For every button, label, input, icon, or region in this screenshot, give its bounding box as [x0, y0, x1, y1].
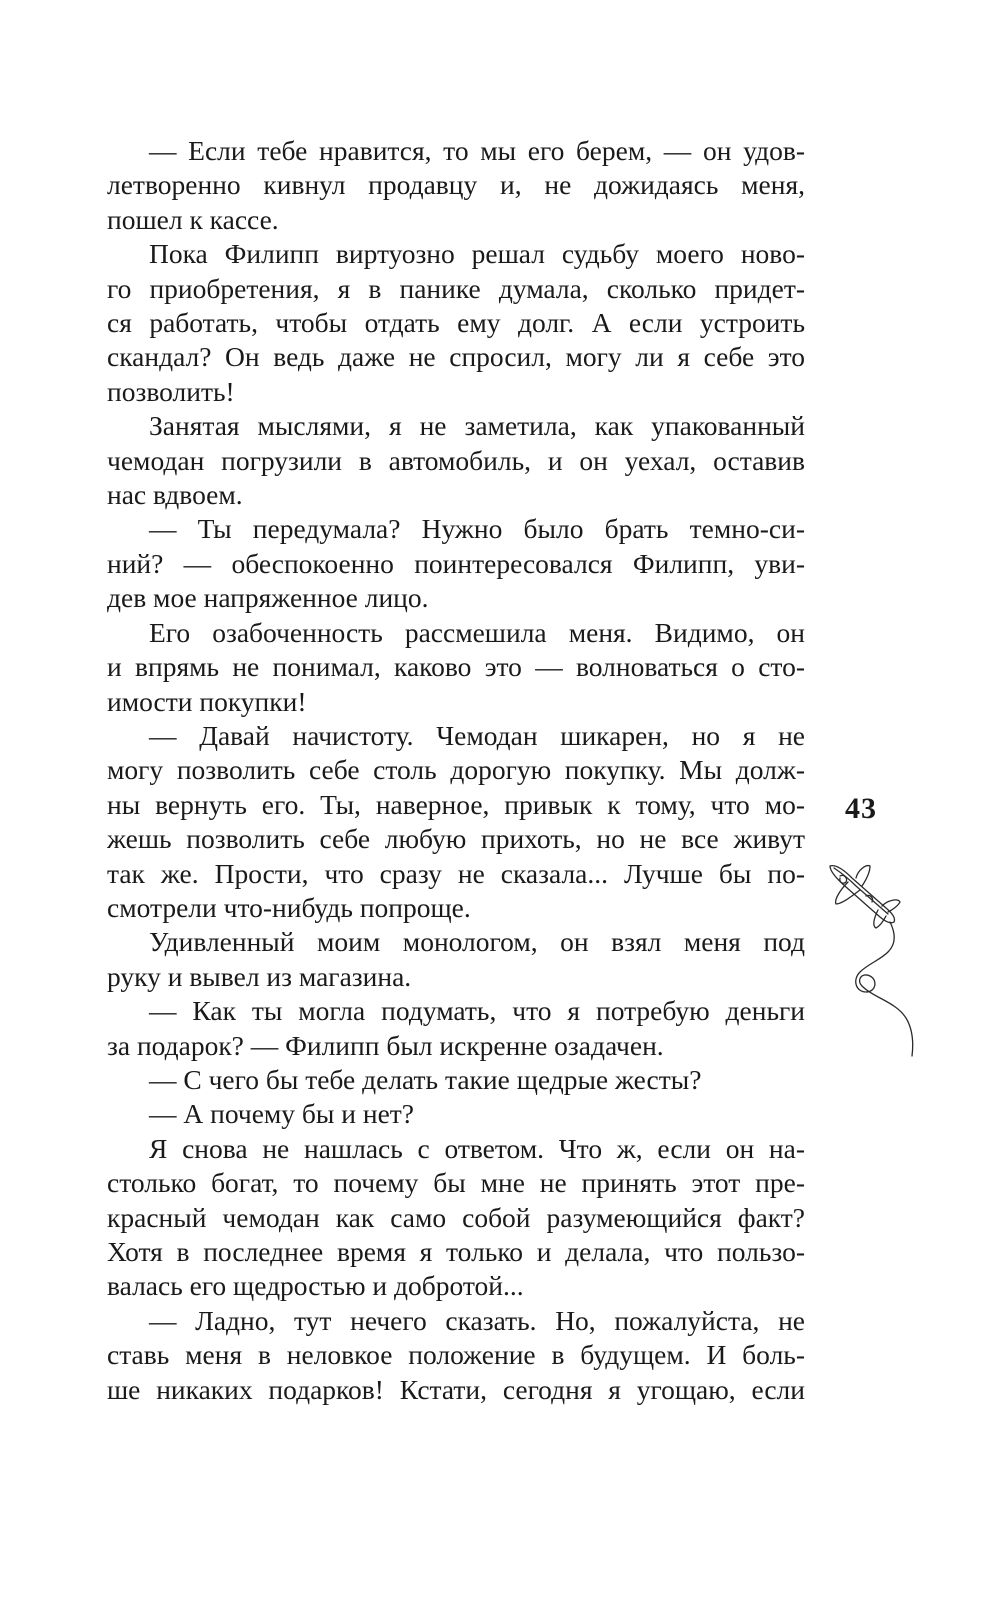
text-line: — Как ты могла подумать, что я потребую деньги: [149, 995, 805, 1027]
airplane-doodle-icon: [826, 860, 936, 1060]
text-line: Его озабоченность рассмешила меня. Видимо, он: [149, 616, 805, 648]
text-line: скандал? Он ведь даже не спросил, могу ли я себе это: [107, 341, 805, 373]
page-body-text: [107, 134, 805, 1407]
text-line: жешь позволить себе любую прихоть, но не все живут: [107, 823, 805, 855]
text-line: ся работать, чтобы отдать ему долг. А если устроить: [107, 307, 805, 339]
text-line: чемодан погрузили в автомобиль, и он уехал, оставив: [107, 444, 805, 476]
text-line: ставь меня в неловкое положение в будущем. И боль-: [107, 1339, 805, 1371]
text-line: столько богат, то почему бы мне не принять этот пре-: [107, 1167, 805, 1199]
text-line: смотрели что-нибудь попроще.: [107, 891, 471, 923]
text-line: го приобретения, я в панике думала, сколько придет-: [107, 272, 805, 304]
text-line: ний? — обеспокоенно поинтересовался Филипп, уви-: [107, 547, 805, 579]
text-line: Я снова не нашлась с ответом. Что ж, если он на-: [149, 1132, 805, 1164]
text-line: Занятая мыслями, я не заметила, как упакованный: [149, 410, 805, 442]
text-line: — Ладно, тут нечего сказать. Но, пожалуйста, не: [149, 1304, 805, 1336]
page-number: 43: [845, 792, 877, 825]
text-line: — Давай начистоту. Чемодан шикарен, но я не: [149, 719, 805, 751]
text-line: руку и вывел из магазина.: [107, 960, 412, 992]
text-line: — Если тебе нравится, то мы его берем, — он удов-: [149, 135, 805, 166]
text-line: имости покупки!: [107, 685, 307, 717]
text-line: — С чего бы тебе делать такие щедрые жесты?: [149, 1063, 702, 1095]
text-line: ны вернуть его. Ты, наверное, привык к тому, что мо-: [107, 788, 805, 820]
text-line: летворенно кивнул продавцу и, не дожидаясь меня,: [107, 169, 805, 201]
text-line: красный чемодан как само собой разумеющийся факт?: [107, 1201, 805, 1233]
text-line: Пока Филипп виртуозно решал судьбу моего ново-: [149, 238, 805, 270]
text-line: — Ты передумала? Нужно было брать темно-си-: [149, 513, 805, 545]
text-line: Хотя в последнее время я только и делала, что пользо-: [107, 1236, 805, 1267]
text-line: Удивленный моим монологом, он взял меня под: [149, 926, 805, 958]
text-line: дев мое напряженное лицо.: [107, 582, 429, 614]
text-line: пошел к кассе.: [107, 203, 279, 235]
text-line: позволить!: [107, 375, 235, 407]
text-line: ше никаких подарков! Кстати, сегодня я угощаю, если: [107, 1373, 805, 1405]
text-line: и впрямь не понимал, каково это — волноваться о сто-: [107, 651, 805, 683]
text-line: за подарок? — Филипп был искренне озадачен.: [107, 1029, 664, 1061]
text-line: валась его щедростью и добротой...: [107, 1270, 524, 1302]
text-line: могу позволить себе столь дорогую покупку. Мы долж-: [107, 754, 805, 786]
text-line: — А почему бы и нет?: [149, 1098, 415, 1130]
text-line: так же. Прости, что сразу не сказала... Лучше бы по-: [107, 857, 805, 889]
text-line: нас вдвоем.: [107, 479, 243, 511]
